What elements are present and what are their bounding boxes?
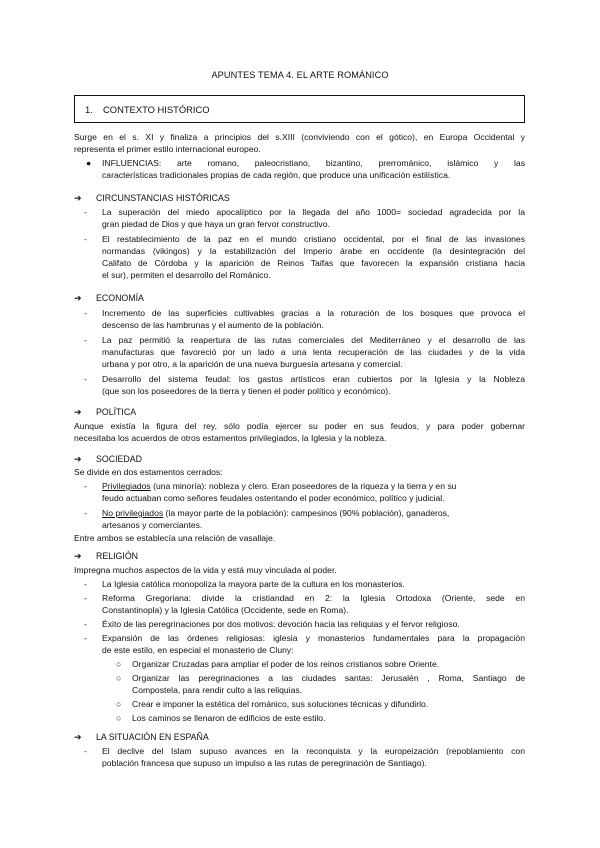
circle-bullet-icon: ○ — [116, 673, 122, 683]
heading-text: RELIGIÓN — [96, 551, 139, 561]
heading-religion — [74, 550, 138, 562]
section-number: 1. — [85, 104, 93, 115]
arrow-right-icon: ➔ — [74, 454, 82, 464]
circ-item2-line3: Califato de Córdoba y la aparición de Reinos Taifas que favorecen la expansión cristiana hacia — [102, 258, 525, 268]
eco-item2-line1: La paz permitió la reapertura de las rutas comerciales del Mediterráneo y el desarrollo de las — [102, 335, 525, 345]
eco-item1-line2: descenso de las hambrunas y el aumento de la población. — [102, 320, 324, 330]
circle-bullet-icon: ○ — [116, 699, 122, 709]
politica-line-2: necesitaba los acuerdos de otros estamentos privilegiados, la Iglesia y la nobleza. — [74, 433, 387, 443]
rel-sub4: Los caminos se llenaron de edificios de este estilo. — [132, 713, 326, 723]
dash-bullet: - — [84, 746, 87, 756]
circ-item2-line4: el sur), permiten el desarrollo del Románico. — [102, 270, 271, 280]
heading-text: SOCIEDAD — [96, 454, 142, 464]
dash-bullet: - — [84, 633, 87, 643]
arrow-right-icon: ➔ — [74, 293, 82, 303]
eco-item1-line1: Incremento de las superficies cultivables gracias a la roturación de los bosques que provoca el — [102, 308, 525, 318]
esp-item1-line2: población francesa que supuso un impulso a las rutas de peregrinación de Santiago). — [102, 758, 427, 768]
rel-item1: La Iglesia católica monopoliza la mayora parte de la cultura en los monasterios. — [102, 579, 405, 589]
rel-sub2-line1: Organizar las peregrinaciones a las ciudades santas: Jerusalén , Roma, Santiago de — [132, 673, 525, 683]
rel-item4-line2: de este estilo, en especial el monasterio de Cluny: — [102, 645, 294, 655]
heading-economia — [74, 292, 144, 304]
page-title: APUNTES TEMA 4. EL ARTE ROMÁNICO — [211, 70, 389, 80]
influencias-line-2: características tradicionales propias de cada región, que produce una unificación estilística. — [102, 170, 451, 180]
politica-line-1: Aunque existía la figura del rey, sólo podía ejercer su poder en sus feudos, y para poder gobernar — [74, 421, 525, 431]
eco-item2-line3: urbana y por otro, a la aparición de una nueva burguesía artesana y comercial. — [102, 359, 403, 369]
eco-item3-line1: Desarrollo del sistema feudal: los gastos artísticos eran cubiertos por la Iglesia y la Nobleza — [102, 374, 525, 384]
section-heading-box — [74, 95, 525, 123]
intro-line-2: representa el primer estilo internacional europeo. — [74, 144, 261, 154]
soc-item1-line2: feudo actuaban como señores feudales ostentando el poder económico, político y judicial. — [102, 493, 445, 503]
dash-bullet: - — [84, 207, 87, 217]
privilegiados-term: Privilegiados — [102, 481, 151, 491]
arrow-right-icon: ➔ — [74, 551, 82, 561]
soc-item2-line1 — [102, 507, 449, 519]
religion-intro: Impregna muchos aspectos de la vida y está muy vinculada al poder. — [74, 565, 337, 575]
circ-item1-line1: La superación del miedo apocalíptico por la llegada del año 1000= sociedad agradecida por la — [102, 207, 525, 217]
rel-item2-line2: Constantinopla) y la Iglesia Católica (Occidente, sede en Roma). — [102, 605, 349, 615]
dash-bullet: - — [84, 508, 87, 518]
arrow-right-icon: ➔ — [74, 407, 82, 417]
rel-item3: Éxito de las peregrinaciones por dos motivos: devoción hacia las reliquias y el fervor religioso. — [102, 619, 460, 629]
heading-espana — [74, 731, 209, 743]
bullet-dot-icon: ● — [86, 158, 92, 168]
heading-text: POLÍTICA — [96, 407, 137, 417]
rel-sub1: Organizar Cruzadas para ampliar el poder de los reinos cristianos sobre Oriente. — [132, 659, 440, 669]
dash-bullet: - — [84, 308, 87, 318]
dash-bullet: - — [84, 619, 87, 629]
circ-item1-line2: gran piedad de Dios y que haya un gran fervor constructivo. — [102, 219, 330, 229]
dash-bullet: - — [84, 374, 87, 384]
dash-bullet: - — [84, 335, 87, 345]
dash-bullet: - — [84, 593, 87, 603]
rel-sub2-line2: Compostela, para rendir culto a las reliquias. — [132, 685, 303, 695]
heading-text: ECONOMÍA — [96, 293, 144, 303]
eco-item3-line2: (que son los poseedores de la tierra y tienen el poder político y económico). — [102, 386, 391, 396]
heading-sociedad — [74, 453, 142, 465]
arrow-right-icon: ➔ — [74, 193, 82, 203]
soc-item2-rest: (la mayor parte de la población): campesinos (90% población), ganaderos, — [163, 508, 450, 518]
esp-item1-line1: El declive del Islam supuso avances en la reconquista y la europeización (repoblamiento con — [102, 746, 525, 756]
no-privilegiados-term: No privilegiados — [102, 508, 164, 518]
dash-bullet: - — [84, 234, 87, 244]
soc-item2-line2: artesanos y comerciantes. — [102, 520, 203, 530]
intro-line-1: Surge en el s. XI y finaliza a principios del s.XIII (conviviendo con el gótico), en Europa Occidental y — [74, 132, 525, 142]
influencias-line-1: INFLUENCIAS: arte romano, paleocristiano, bizantino, prerrománico, islámico y las — [102, 158, 525, 168]
rel-item2-line1: Reforma Gregoriana: divide la cristiandad en 2: la Iglesia Ortodoxa (Oriente, sede en — [102, 593, 525, 603]
heading-politica — [74, 406, 136, 418]
sociedad-intro: Se divide en dos estamentos cerrados: — [74, 467, 223, 477]
eco-item2-line2: manufacturas que favoreció por un lado a una lenta recuperación de las ciudades y de la vida — [102, 347, 525, 357]
heading-circunstancias — [74, 192, 230, 204]
sociedad-outro: Entre ambos se establecía una relación de vasallaje. — [74, 533, 276, 543]
rel-item4-line1: Expansión de las órdenes religiosas: iglesia y monasterios fundamentales para la propagación — [102, 633, 525, 643]
soc-item1-rest: (una minoría): nobleza y clero. Eran poseedores de la riqueza y la tierra y en su — [150, 481, 457, 491]
soc-item1-line1 — [102, 480, 456, 492]
dash-bullet: - — [84, 579, 87, 589]
heading-text: LA SITUACIÓN EN ESPAÑA — [96, 732, 209, 742]
arrow-right-icon: ➔ — [74, 732, 82, 742]
rel-sub3: Crear e imponer la estética del románico, sus soluciones técnicas y difundirlo. — [132, 699, 429, 709]
heading-text: CIRCUNSTANCIAS HISTÓRICAS — [96, 193, 230, 203]
section-label: CONTEXTO HISTÓRICO — [103, 104, 210, 115]
circle-bullet-icon: ○ — [116, 713, 122, 723]
dash-bullet: - — [84, 481, 87, 491]
circ-item2-line1: El restablecimiento de la paz en el mundo cristiano occidental, por el final de las invasiones — [102, 234, 525, 244]
circ-item2-line2: normandas (vikingos) y la estabilización del Imperio árabe en occidente (la desintegración del — [102, 246, 525, 256]
circle-bullet-icon: ○ — [116, 659, 122, 669]
